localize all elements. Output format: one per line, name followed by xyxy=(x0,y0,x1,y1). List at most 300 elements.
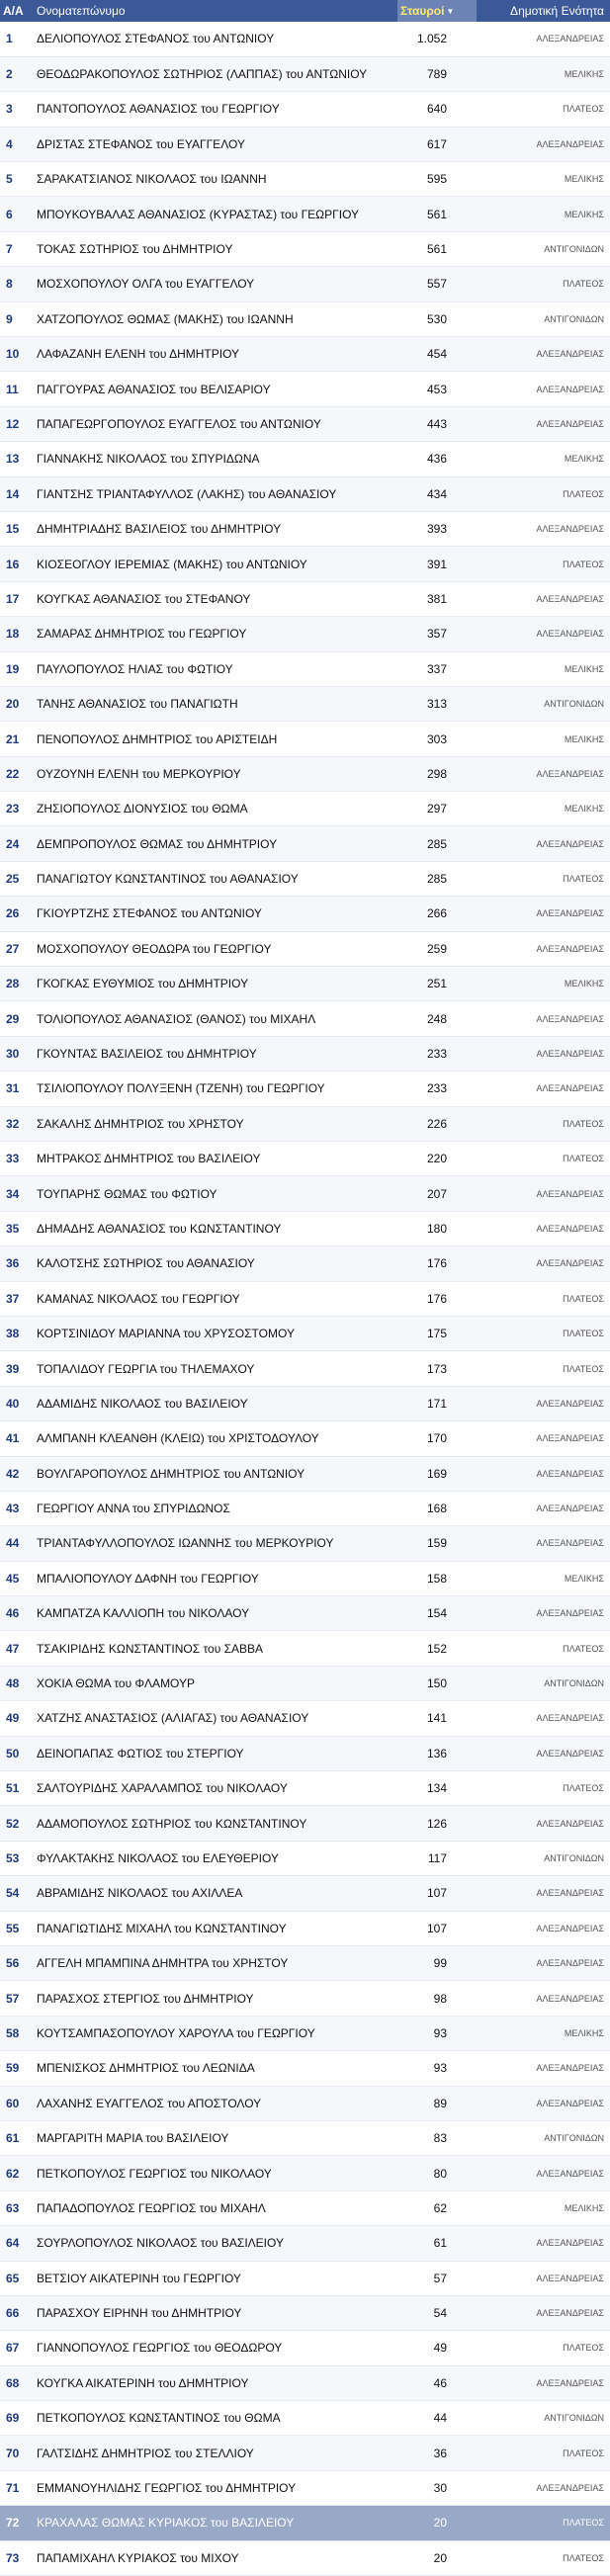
candidate-name: ΤΡΙΑΝΤΑΦΥΛΛΟΠΟΥΛΟΣ ΙΩΑΝΝΗΣ του ΜΕΡΚΟΥΡΙΟΥ xyxy=(34,1526,397,1561)
candidate-name: ΧΟΚΙΑ ΘΩΜΑ του ΦΛΑΜΟΥΡ xyxy=(34,1666,397,1700)
candidate-name: ΜΑΡΓΑΡΙΤΗ ΜΑΡΙΑ του ΒΑΣΙΛΕΙΟΥ xyxy=(34,2120,397,2155)
table-row[interactable] xyxy=(0,547,610,581)
candidate-name: ΜΗΤΡΑΚΟΣ ΔΗΜΗΤΡΙΟΣ του ΒΑΣΙΛΕΙΟΥ xyxy=(34,1142,397,1176)
row-num: 72 xyxy=(0,2506,34,2540)
table-row[interactable] xyxy=(0,2120,610,2155)
table-row[interactable] xyxy=(0,1631,610,1666)
table-row[interactable] xyxy=(0,1142,610,1176)
vote-count: 180 xyxy=(397,1211,477,1245)
candidate-name: ΚΑΛΟΤΣΗΣ ΣΩΤΗΡΙΟΣ του ΑΘΑΝΑΣΙΟΥ xyxy=(34,1246,397,1281)
table-row[interactable] xyxy=(0,897,610,931)
row-num: 44 xyxy=(0,1526,34,1561)
vote-count: 313 xyxy=(397,686,477,721)
candidate-name: ΟΥΖΟΥΝΗ ΕΛΕΝΗ του ΜΕΡΚΟΥΡΙΟΥ xyxy=(34,756,397,791)
municipal-unit: ΑΛΕΞΑΝΔΡΕΙΑΣ xyxy=(477,756,610,791)
table-row[interactable] xyxy=(0,476,610,511)
table-row[interactable] xyxy=(0,2331,610,2365)
table-row[interactable] xyxy=(0,1666,610,1700)
row-num: 38 xyxy=(0,1316,34,1350)
candidate-name: ΠΑΠΑΔΟΠΟΥΛΟΣ ΓΕΩΡΓΙΟΣ του ΜΙΧΑΗΛ xyxy=(34,2190,397,2225)
candidate-name: ΔΗΜΗΤΡΙΑΔΗΣ ΒΑΣΙΛΕΙΟΣ του ΔΗΜΗΤΡΙΟΥ xyxy=(34,511,397,546)
vote-count: 393 xyxy=(397,511,477,546)
municipal-unit: ΜΕΛΙΚΗΣ xyxy=(477,2190,610,2225)
municipal-unit: ΑΛΕΞΑΝΔΡΕΙΑΣ xyxy=(477,1945,610,1980)
table-row[interactable] xyxy=(0,1945,610,1980)
candidate-name: ΛΑΦΑΖΑΝΗ ΕΛΕΝΗ του ΔΗΜΗΤΡΙΟΥ xyxy=(34,337,397,372)
row-num: 70 xyxy=(0,2436,34,2470)
vote-count: 337 xyxy=(397,651,477,686)
candidate-name: ΒΕΤΣΙΟΥ ΑΙΚΑΤΕΡΙΝΗ του ΓΕΩΡΓΙΟΥ xyxy=(34,2261,397,2295)
row-num: 27 xyxy=(0,931,34,966)
table-row[interactable] xyxy=(0,1981,610,2016)
row-num: 60 xyxy=(0,2086,34,2120)
municipal-unit: ΠΛΑΤΕΟΣ xyxy=(477,1281,610,1316)
vote-count: 150 xyxy=(397,1666,477,1700)
vote-count: 20 xyxy=(397,2540,477,2575)
vote-count: 175 xyxy=(397,1316,477,1350)
vote-count: 453 xyxy=(397,372,477,406)
candidate-name: ΑΔΑΜΙΔΗΣ ΝΙΚΟΛΑΟΣ του ΒΑΣΙΛΕΙΟΥ xyxy=(34,1386,397,1420)
candidate-name: ΓΙΑΝΝΑΚΗΣ ΝΙΚΟΛΑΟΣ του ΣΠΥΡΙΔΩΝΑ xyxy=(34,442,397,476)
candidate-name: ΠΑΥΛΟΠΟΥΛΟΣ ΗΛΙΑΣ του ΦΩΤΙΟΥ xyxy=(34,651,397,686)
candidate-name: ΜΠΕΝΙΣΚΟΣ ΔΗΜΗΤΡΙΟΣ του ΛΕΩΝΙΔΑ xyxy=(34,2051,397,2086)
table-row[interactable] xyxy=(0,1841,610,1875)
vote-count: 530 xyxy=(397,301,477,336)
candidate-name: ΤΣΑΚΙΡΙΔΗΣ ΚΩΝΣΤΑΝΤΙΝΟΣ του ΣΑΒΒΑ xyxy=(34,1631,397,1666)
table-row[interactable] xyxy=(0,1456,610,1491)
table-row[interactable] xyxy=(0,372,610,406)
row-num: 3 xyxy=(0,92,34,127)
municipal-unit: ΑΛΕΞΑΝΔΡΕΙΑΣ xyxy=(477,826,610,861)
table-row[interactable] xyxy=(0,967,610,1001)
table-row[interactable] xyxy=(0,792,610,826)
municipal-unit: ΠΛΑΤΕΟΣ xyxy=(477,2506,610,2540)
vote-count: 436 xyxy=(397,442,477,476)
candidate-name: ΤΟΥΠΑΡΗΣ ΘΩΜΑΣ του ΦΩΤΙΟΥ xyxy=(34,1176,397,1211)
column-header-votes[interactable] xyxy=(397,0,477,22)
vote-count: 158 xyxy=(397,1561,477,1595)
vote-count: 259 xyxy=(397,931,477,966)
table-row[interactable] xyxy=(0,1701,610,1736)
row-num: 67 xyxy=(0,2331,34,2365)
row-num: 64 xyxy=(0,2226,34,2261)
municipal-unit: ΠΛΑΤΕΟΣ xyxy=(477,2331,610,2365)
municipal-unit: ΑΛΕΞΑΝΔΡΕΙΑΣ xyxy=(477,1491,610,1525)
municipal-unit: ΑΛΕΞΑΝΔΡΕΙΑΣ xyxy=(477,406,610,441)
table-row[interactable] xyxy=(0,127,610,161)
table-row[interactable] xyxy=(0,511,610,546)
municipal-unit: ΑΝΤΙΓΟΝΙΔΩΝ xyxy=(477,2120,610,2155)
table-row[interactable] xyxy=(0,2086,610,2120)
table-row[interactable] xyxy=(0,1246,610,1281)
candidate-name: ΑΒΡΑΜΙΔΗΣ ΝΙΚΟΛΑΟΣ του ΑΧΙΛΛΕΑ xyxy=(34,1876,397,1911)
table-row[interactable] xyxy=(0,442,610,476)
vote-count: 443 xyxy=(397,406,477,441)
table-row[interactable] xyxy=(0,2365,610,2400)
vote-count: 93 xyxy=(397,2051,477,2086)
municipal-unit: ΠΛΑΤΕΟΣ xyxy=(477,267,610,301)
candidate-name: ΚΙΟΣΕΟΓΛΟΥ ΙΕΡΕΜΙΑΣ (ΜΑΚΗΣ) του ΑΝΤΩΝΙΟΥ xyxy=(34,547,397,581)
municipal-unit: ΜΕΛΙΚΗΣ xyxy=(477,197,610,231)
row-num: 16 xyxy=(0,547,34,581)
table-row[interactable] xyxy=(0,686,610,721)
vote-count: 141 xyxy=(397,1701,477,1736)
table-row[interactable] xyxy=(0,1876,610,1911)
candidate-name: ΠΑΝΑΓΙΩΤΙΔΗΣ ΜΙΧΑΗΛ του ΚΩΝΣΤΑΝΤΙΝΟΥ xyxy=(34,1911,397,1945)
vote-count: 44 xyxy=(397,2401,477,2436)
vote-count: 391 xyxy=(397,547,477,581)
table-row[interactable] xyxy=(0,2506,610,2540)
municipal-unit: ΑΛΕΞΑΝΔΡΕΙΑΣ xyxy=(477,372,610,406)
candidate-name: ΜΠΑΛΙΟΠΟΥΛΟΥ ΔΑΦΝΗ του ΓΕΩΡΓΙΟΥ xyxy=(34,1561,397,1595)
candidate-name: ΠΕΤΚΟΠΟΥΛΟΣ ΚΩΝΣΤΑΝΤΙΝΟΣ του ΘΩΜΑ xyxy=(34,2401,397,2436)
candidate-name: ΠΑΡΑΣΧΟΣ ΣΤΕΡΓΙΟΣ του ΔΗΜΗΤΡΙΟΥ xyxy=(34,1981,397,2016)
candidate-name: ΣΟΥΡΛΟΠΟΥΛΟΣ ΝΙΚΟΛΑΟΣ του ΒΑΣΙΛΕΙΟΥ xyxy=(34,2226,397,2261)
vote-count: 126 xyxy=(397,1806,477,1841)
table-row[interactable] xyxy=(0,2156,610,2190)
table-row[interactable] xyxy=(0,2470,610,2505)
candidate-name: ΤΟΛΙΟΠΟΥΛΟΣ ΑΘΑΝΑΣΙΟΣ (ΘΑΝΟΣ) του ΜΙΧΑΗΛ xyxy=(34,1001,397,1036)
municipal-unit: ΑΛΕΞΑΝΔΡΕΙΑΣ xyxy=(477,2086,610,2120)
row-num: 6 xyxy=(0,197,34,231)
table-row[interactable] xyxy=(0,2401,610,2436)
vote-count: 61 xyxy=(397,2226,477,2261)
table-row[interactable] xyxy=(0,651,610,686)
table-row[interactable] xyxy=(0,1316,610,1350)
candidate-name: ΔΕΙΝΟΠΑΠΑΣ ΦΩΤΙΟΣ του ΣΤΕΡΓΙΟΥ xyxy=(34,1736,397,1770)
table-row[interactable] xyxy=(0,2226,610,2261)
vote-count: 298 xyxy=(397,756,477,791)
vote-count: 134 xyxy=(397,1771,477,1806)
municipal-unit: ΠΛΑΤΕΟΣ xyxy=(477,1142,610,1176)
row-num: 25 xyxy=(0,861,34,896)
row-num: 28 xyxy=(0,967,34,1001)
municipal-unit: ΑΛΕΞΑΝΔΡΕΙΑΣ xyxy=(477,897,610,931)
vote-count: 248 xyxy=(397,1001,477,1036)
vote-count: 617 xyxy=(397,127,477,161)
table-row[interactable] xyxy=(0,2295,610,2330)
table-row[interactable] xyxy=(0,617,610,651)
municipal-unit: ΑΛΕΞΑΝΔΡΕΙΑΣ xyxy=(477,581,610,616)
municipal-unit: ΑΝΤΙΓΟΝΙΔΩΝ xyxy=(477,1666,610,1700)
row-num: 18 xyxy=(0,617,34,651)
vote-count: 36 xyxy=(397,2436,477,2470)
table-row[interactable] xyxy=(0,1561,610,1595)
row-num: 66 xyxy=(0,2295,34,2330)
row-num: 45 xyxy=(0,1561,34,1595)
row-num: 63 xyxy=(0,2190,34,2225)
row-num: 26 xyxy=(0,897,34,931)
municipal-unit: ΑΝΤΙΓΟΝΙΔΩΝ xyxy=(477,686,610,721)
municipal-unit: ΑΝΤΙΓΟΝΙΔΩΝ xyxy=(477,2401,610,2436)
table-row[interactable] xyxy=(0,56,610,91)
municipal-unit: ΑΝΤΙΓΟΝΙΔΩΝ xyxy=(477,1841,610,1875)
vote-count: 266 xyxy=(397,897,477,931)
table-row[interactable] xyxy=(0,337,610,372)
table-row[interactable] xyxy=(0,1001,610,1036)
candidate-name: ΜΟΣΧΟΠΟΥΛΟΥ ΟΛΓΑ του ΕΥΑΓΓΕΛΟΥ xyxy=(34,267,397,301)
candidate-name: ΠΑΝΤΟΠΟΥΛΟΣ ΑΘΑΝΑΣΙΟΣ του ΓΕΩΡΓΙΟΥ xyxy=(34,92,397,127)
municipal-unit: ΑΛΕΞΑΝΔΡΕΙΑΣ xyxy=(477,2051,610,2086)
candidate-name: ΚΟΥΓΚΑ ΑΙΚΑΤΕΡΙΝΗ του ΔΗΜΗΤΡΙΟΥ xyxy=(34,2365,397,2400)
municipal-unit: ΑΛΕΞΑΝΔΡΕΙΑΣ xyxy=(477,2226,610,2261)
table-row[interactable] xyxy=(0,267,610,301)
row-num: 29 xyxy=(0,1001,34,1036)
table-row[interactable] xyxy=(0,931,610,966)
sort-desc-icon: ▼ xyxy=(446,7,455,17)
municipal-unit: ΑΛΕΞΑΝΔΡΕΙΑΣ xyxy=(477,1246,610,1281)
vote-count: 561 xyxy=(397,231,477,266)
candidate-name: ΤΑΝΗΣ ΑΘΑΝΑΣΙΟΣ του ΠΑΝΑΓΙΩΤΗ xyxy=(34,686,397,721)
municipal-unit: ΑΛΕΞΑΝΔΡΕΙΑΣ xyxy=(477,2470,610,2505)
candidate-name: ΣΑΜΑΡΑΣ ΔΗΜΗΤΡΙΟΣ του ΓΕΩΡΓΙΟΥ xyxy=(34,617,397,651)
municipal-unit: ΑΛΕΞΑΝΔΡΕΙΑΣ xyxy=(477,1911,610,1945)
candidate-name: ΔΡΙΣΤΑΣ ΣΤΕΦΑΝΟΣ του ΕΥΑΓΓΕΛΟΥ xyxy=(34,127,397,161)
row-num: 12 xyxy=(0,406,34,441)
table-row[interactable] xyxy=(0,1386,610,1420)
table-row[interactable] xyxy=(0,2190,610,2225)
candidate-name: ΚΟΥΓΚΑΣ ΑΘΑΝΑΣΙΟΣ του ΣΤΕΦΑΝΟΥ xyxy=(34,581,397,616)
table-row[interactable] xyxy=(0,1281,610,1316)
municipal-unit: ΠΛΑΤΕΟΣ xyxy=(477,2540,610,2575)
table-row[interactable] xyxy=(0,2016,610,2050)
vote-count: 99 xyxy=(397,1945,477,1980)
row-num: 69 xyxy=(0,2401,34,2436)
row-num: 62 xyxy=(0,2156,34,2190)
candidate-name: ΤΟΚΑΣ ΣΩΤΗΡΙΟΣ του ΔΗΜΗΤΡΙΟΥ xyxy=(34,231,397,266)
municipal-unit: ΑΛΕΞΑΝΔΡΕΙΑΣ xyxy=(477,1806,610,1841)
table-row[interactable] xyxy=(0,1771,610,1806)
row-num: 23 xyxy=(0,792,34,826)
table-row[interactable] xyxy=(0,2051,610,2086)
table-row[interactable] xyxy=(0,2436,610,2470)
table-row[interactable] xyxy=(0,1911,610,1945)
vote-count: 30 xyxy=(397,2470,477,2505)
table-row[interactable] xyxy=(0,1736,610,1770)
row-num: 36 xyxy=(0,1246,34,1281)
municipal-unit: ΑΛΕΞΑΝΔΡΕΙΑΣ xyxy=(477,1001,610,1036)
candidate-name: ΠΕΤΚΟΠΟΥΛΟΣ ΓΕΩΡΓΙΟΣ του ΝΙΚΟΛΑΟΥ xyxy=(34,2156,397,2190)
row-num: 1 xyxy=(0,22,34,56)
table-row[interactable] xyxy=(0,92,610,127)
row-num: 39 xyxy=(0,1351,34,1386)
vote-count: 595 xyxy=(397,162,477,197)
municipal-unit: ΑΛΕΞΑΝΔΡΕΙΑΣ xyxy=(477,1456,610,1491)
candidate-name: ΚΟΥΤΣΑΜΠΑΣΟΠΟΥΛΟΥ ΧΑΡΟΥΛΑ του ΓΕΩΡΓΙΟΥ xyxy=(34,2016,397,2050)
column-header-name[interactable]: Ονοματεπώνυμο xyxy=(37,4,126,18)
row-num: 57 xyxy=(0,1981,34,2016)
vote-count: 46 xyxy=(397,2365,477,2400)
row-num: 68 xyxy=(0,2365,34,2400)
vote-count: 176 xyxy=(397,1246,477,1281)
table-row[interactable] xyxy=(0,1176,610,1211)
municipal-unit: ΑΛΕΞΑΝΔΡΕΙΑΣ xyxy=(477,1421,610,1456)
table-row[interactable] xyxy=(0,162,610,197)
table-row[interactable] xyxy=(0,2540,610,2575)
table-row[interactable] xyxy=(0,722,610,756)
vote-count: 169 xyxy=(397,1456,477,1491)
municipal-unit: ΑΛΕΞΑΝΔΡΕΙΑΣ xyxy=(477,1072,610,1106)
table-row[interactable] xyxy=(0,826,610,861)
candidate-name: ΚΟΡΤΣΙΝΙΔΟΥ ΜΑΡΙΑΝΝΑ του ΧΡΥΣΟΣΤΟΜΟΥ xyxy=(34,1316,397,1350)
vote-count: 98 xyxy=(397,1981,477,2016)
candidate-name: ΕΜΜΑΝΟΥΗΛΙΔΗΣ ΓΕΩΡΓΙΟΣ του ΔΗΜΗΤΡΙΟΥ xyxy=(34,2470,397,2505)
row-num: 10 xyxy=(0,337,34,372)
candidate-name: ΑΓΓΕΛΗ ΜΠΑΜΠΙΝΑ ΔΗΜΗΤΡΑ του ΧΡΗΣΤΟΥ xyxy=(34,1945,397,1980)
row-num: 19 xyxy=(0,651,34,686)
municipal-unit: ΠΛΑΤΕΟΣ xyxy=(477,1351,610,1386)
candidate-name: ΣΑΚΑΛΗΣ ΔΗΜΗΤΡΙΟΣ του ΧΡΗΣΤΟΥ xyxy=(34,1106,397,1141)
candidate-name: ΜΠΟΥΚΟΥΒΑΛΑΣ ΑΘΑΝΑΣΙΟΣ (ΚΥΡΑΣΤΑΣ) του ΓΕΩΡΓΙΟΥ xyxy=(34,197,397,231)
row-num: 40 xyxy=(0,1386,34,1420)
municipal-unit: ΠΛΑΤΕΟΣ xyxy=(477,2436,610,2470)
municipal-unit: ΜΕΛΙΚΗΣ xyxy=(477,1561,610,1595)
row-num: 41 xyxy=(0,1421,34,1456)
vote-count: 107 xyxy=(397,1876,477,1911)
vote-count: 176 xyxy=(397,1281,477,1316)
row-num: 65 xyxy=(0,2261,34,2295)
vote-count: 285 xyxy=(397,861,477,896)
table-row[interactable] xyxy=(0,1491,610,1525)
municipal-unit: ΑΛΕΞΑΝΔΡΕΙΑΣ xyxy=(477,1211,610,1245)
table-row[interactable] xyxy=(0,22,610,56)
candidate-name: ΦΥΛΑΚΤΑΚΗΣ ΝΙΚΟΛΑΟΣ του ΕΛΕΥΘΕΡΙΟΥ xyxy=(34,1841,397,1875)
row-num: 7 xyxy=(0,231,34,266)
vote-count: 80 xyxy=(397,2156,477,2190)
row-num: 53 xyxy=(0,1841,34,1875)
table-row[interactable] xyxy=(0,231,610,266)
vote-count: 20 xyxy=(397,2506,477,2540)
table-row[interactable] xyxy=(0,2261,610,2295)
table-row[interactable] xyxy=(0,406,610,441)
table-row[interactable] xyxy=(0,1106,610,1141)
table-row[interactable] xyxy=(0,861,610,896)
municipal-unit: ΑΛΕΞΑΝΔΡΕΙΑΣ xyxy=(477,2295,610,2330)
candidate-name: ΚΡΑΧΑΛΑΣ ΘΩΜΑΣ ΚΥΡΙΑΚΟΣ του ΒΑΣΙΛΕΙΟΥ xyxy=(34,2506,397,2540)
row-num: 52 xyxy=(0,1806,34,1841)
candidate-name: ΓΙΑΝΝΟΠΟΥΛΟΣ ΓΕΩΡΓΙΟΣ του ΘΕΟΔΩΡΟΥ xyxy=(34,2331,397,2365)
table-row[interactable] xyxy=(0,197,610,231)
row-num: 56 xyxy=(0,1945,34,1980)
candidate-name: ΠΕΝΟΠΟΥΛΟΣ ΔΗΜΗΤΡΙΟΣ του ΑΡΙΣΤΕΙΔΗ xyxy=(34,722,397,756)
vote-count: 171 xyxy=(397,1386,477,1420)
candidate-name: ΔΗΜΑΔΗΣ ΑΘΑΝΑΣΙΟΣ του ΚΩΝΣΤΑΝΤΙΝΟΥ xyxy=(34,1211,397,1245)
table-row[interactable] xyxy=(0,1036,610,1071)
vote-count: 62 xyxy=(397,2190,477,2225)
municipal-unit: ΑΝΤΙΓΟΝΙΔΩΝ xyxy=(477,301,610,336)
vote-count: 54 xyxy=(397,2295,477,2330)
municipal-unit: ΑΛΕΞΑΝΔΡΕΙΑΣ xyxy=(477,511,610,546)
row-num: 35 xyxy=(0,1211,34,1245)
municipal-unit: ΑΛΕΞΑΝΔΡΕΙΑΣ xyxy=(477,617,610,651)
row-num: 54 xyxy=(0,1876,34,1911)
municipal-unit: ΜΕΛΙΚΗΣ xyxy=(477,162,610,197)
municipal-unit: ΜΕΛΙΚΗΣ xyxy=(477,2016,610,2050)
table-body xyxy=(0,22,610,2576)
candidate-name: ΤΣΙΛΙΟΠΟΥΛΟΥ ΠΟΛΥΞΕΝΗ (ΤΖΕΝΗ) του ΓΕΩΡΓΙΟΥ xyxy=(34,1072,397,1106)
table-row[interactable] xyxy=(0,1806,610,1841)
column-header-num[interactable]: Α/Α xyxy=(3,4,24,18)
row-num: 59 xyxy=(0,2051,34,2086)
row-num: 55 xyxy=(0,1911,34,1945)
candidate-name: ΘΕΟΔΩΡΑΚΟΠΟΥΛΟΣ ΣΩΤΗΡΙΟΣ (ΛΑΠΠΑΣ) του ΑΝΤΩΝΙΟΥ xyxy=(34,56,397,91)
vote-count: 107 xyxy=(397,1911,477,1945)
vote-count: 117 xyxy=(397,1841,477,1875)
municipal-unit: ΜΕΛΙΚΗΣ xyxy=(477,651,610,686)
municipal-unit: ΑΛΕΞΑΝΔΡΕΙΑΣ xyxy=(477,1736,610,1770)
row-num: 14 xyxy=(0,476,34,511)
vote-count: 49 xyxy=(397,2331,477,2365)
municipal-unit: ΠΛΑΤΕΟΣ xyxy=(477,1771,610,1806)
municipal-unit: ΜΕΛΙΚΗΣ xyxy=(477,792,610,826)
vote-count: 557 xyxy=(397,267,477,301)
vote-count: 136 xyxy=(397,1736,477,1770)
municipal-unit: ΑΛΕΞΑΝΔΡΕΙΑΣ xyxy=(477,1526,610,1561)
row-num: 31 xyxy=(0,1072,34,1106)
candidate-name: ΓΚΟΓΚΑΣ ΕΥΘΥΜΙΟΣ του ΔΗΜΗΤΡΙΟΥ xyxy=(34,967,397,1001)
candidate-name: ΑΛΜΠΑΝΗ ΚΛΕΑΝΘΗ (ΚΛΕΙΩ) του ΧΡΙΣΤΟΔΟΥΛΟΥ xyxy=(34,1421,397,1456)
row-num: 73 xyxy=(0,2540,34,2575)
row-num: 42 xyxy=(0,1456,34,1491)
row-num: 2 xyxy=(0,56,34,91)
municipal-unit: ΜΕΛΙΚΗΣ xyxy=(477,442,610,476)
column-header-votes-label: Σταυροί xyxy=(400,4,445,18)
table-row[interactable] xyxy=(0,1351,610,1386)
candidate-name: ΣΑΛΤΟΥΡΙΔΗΣ ΧΑΡΑΛΑΜΠΟΣ του ΝΙΚΟΛΑΟΥ xyxy=(34,1771,397,1806)
table-row[interactable] xyxy=(0,1211,610,1245)
municipal-unit: ΑΛΕΞΑΝΔΡΕΙΑΣ xyxy=(477,931,610,966)
row-num: 34 xyxy=(0,1176,34,1211)
vote-count: 381 xyxy=(397,581,477,616)
row-num: 61 xyxy=(0,2120,34,2155)
vote-count: 297 xyxy=(397,792,477,826)
row-num: 22 xyxy=(0,756,34,791)
table-row[interactable] xyxy=(0,1596,610,1631)
row-num: 43 xyxy=(0,1491,34,1525)
vote-count: 251 xyxy=(397,967,477,1001)
candidate-name: ΠΑΝΑΓΙΩΤΟΥ ΚΩΝΣΤΑΝΤΙΝΟΣ του ΑΘΑΝΑΣΙΟΥ xyxy=(34,861,397,896)
candidate-name: ΧΑΤΖΟΠΟΥΛΟΣ ΘΩΜΑΣ (ΜΑΚΗΣ) του ΙΩΑΝΝΗ xyxy=(34,301,397,336)
row-num: 15 xyxy=(0,511,34,546)
candidate-name: ΓΙΑΝΤΣΗΣ ΤΡΙΑΝΤΑΦΥΛΛΟΣ (ΛΑΚΗΣ) του ΑΘΑΝΑΣΙΟΥ xyxy=(34,476,397,511)
vote-count: 1.052 xyxy=(397,22,477,56)
vote-count: 57 xyxy=(397,2261,477,2295)
municipal-unit: ΑΛΕΞΑΝΔΡΕΙΑΣ xyxy=(477,2261,610,2295)
table-row[interactable] xyxy=(0,756,610,791)
vote-count: 789 xyxy=(397,56,477,91)
candidate-name: ΔΕΜΠΡΟΠΟΥΛΟΣ ΘΩΜΑΣ του ΔΗΜΗΤΡΙΟΥ xyxy=(34,826,397,861)
table-header-row xyxy=(0,0,610,22)
table-row[interactable] xyxy=(0,1072,610,1106)
candidate-name: ΧΑΤΖΗΣ ΑΝΑΣΤΑΣΙΟΣ (ΑΛΙΑΓΑΣ) του ΑΘΑΝΑΣΙΟΥ xyxy=(34,1701,397,1736)
vote-count: 640 xyxy=(397,92,477,127)
vote-count: 561 xyxy=(397,197,477,231)
row-num: 24 xyxy=(0,826,34,861)
row-num: 58 xyxy=(0,2016,34,2050)
table-row[interactable] xyxy=(0,1526,610,1561)
table-row[interactable] xyxy=(0,301,610,336)
row-num: 9 xyxy=(0,301,34,336)
column-header-ward[interactable]: Δημοτική Ενότητα xyxy=(510,4,604,18)
table-row[interactable] xyxy=(0,581,610,616)
candidate-name: ΓΑΛΤΣΙΔΗΣ ΔΗΜΗΤΡΙΟΣ του ΣΤΕΛΛΙΟΥ xyxy=(34,2436,397,2470)
municipal-unit: ΠΛΑΤΕΟΣ xyxy=(477,92,610,127)
candidate-name: ΠΑΓΓΟΥΡΑΣ ΑΘΑΝΑΣΙΟΣ του ΒΕΛΙΣΑΡΙΟΥ xyxy=(34,372,397,406)
municipal-unit: ΑΛΕΞΑΝΔΡΕΙΑΣ xyxy=(477,337,610,372)
municipal-unit: ΠΛΑΤΕΟΣ xyxy=(477,1316,610,1350)
row-num: 33 xyxy=(0,1142,34,1176)
table-row[interactable] xyxy=(0,1421,610,1456)
